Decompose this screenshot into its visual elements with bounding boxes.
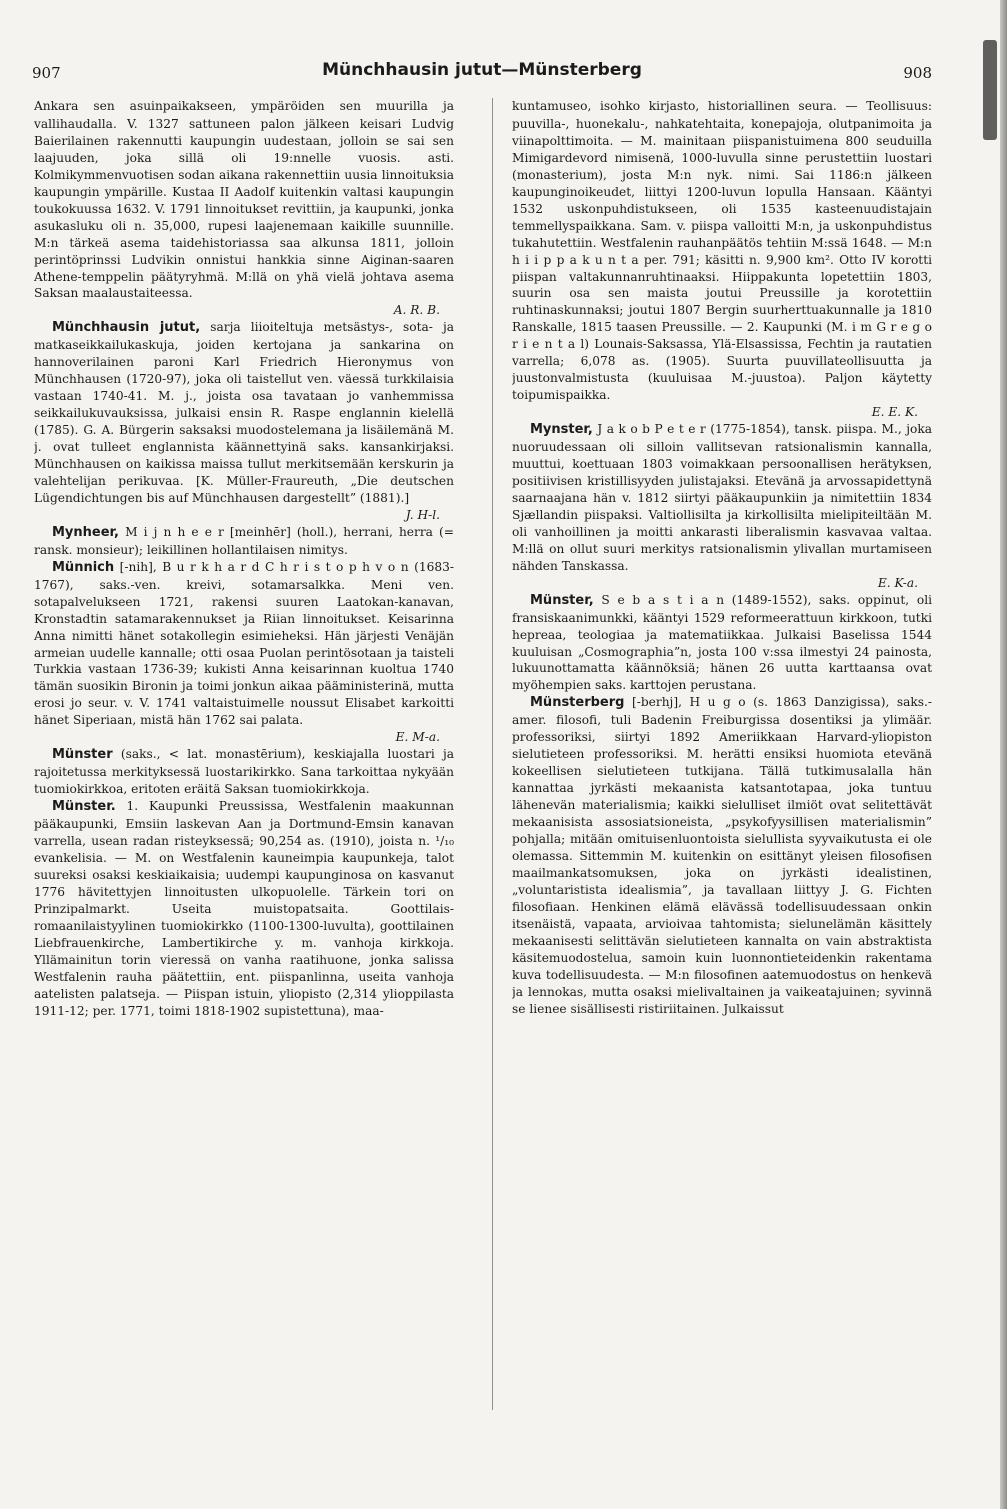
left-page-number: 907 xyxy=(32,64,61,82)
article-entry xyxy=(34,319,454,523)
entry-signature: E. E. K. xyxy=(871,405,918,420)
article-entry xyxy=(34,746,454,798)
article-entry xyxy=(512,694,932,1017)
entry-headword: Münsterberg xyxy=(530,695,625,711)
entry-signature: E. K-a. xyxy=(877,575,918,590)
column-divider xyxy=(492,98,493,1410)
scan-smudge xyxy=(983,40,997,140)
entry-signature: J. H-l. xyxy=(405,507,440,522)
article-entry xyxy=(34,798,454,1019)
article-entry xyxy=(34,98,454,319)
page-edge xyxy=(1000,0,1007,1509)
page-header xyxy=(32,60,932,90)
entry-text: Ankara sen asuinpaikakseen, ympäröiden sen muurilla ja vallihaudalla. V. 1327 sattuneen palon jälkeen keisari Ludvig Baierilainen rakennutti kaupungin uudestaan, jolloin se sai sen laajuuden, joka sillä oli 19:nnelle vuosis. asti. Kolmikymmenvuotisen sodan aikana rakennettiin uusia linnoituksia kaupungin ympärille. Kustaa II Aadolf kuitenkin valtasi kaupungin toukokuussa 1632. V. 1791 linnoitukset revittiin, ja kaupunki, jonka asukasluku oli n. 35,000, rupesi laajenemaan kaikille suunnille. M:n tärkeä asema taidehistoriassa saa alkunsa 1811, jolloin perintöprinssi Ludvikin onnistui hankkia sinne Aiginan-saaren Athene-temppelin päätyryhmä. M:llä on yhä vielä johtava asema Saksan maalaustaiteessa. xyxy=(34,99,454,301)
entry-text: M i j n h e e r [meinhēr] (holl.), herrani, herra (= ransk. monsieur); leikillinen hollantilaisen nimitys. xyxy=(34,524,454,557)
entry-text: S e b a s t i a n (1489-1552), saks. oppinut, oli fransiskaanimunkki, kääntyi 1529 reformeerattuun kirkkoon, tutki hepreaa, teologiaa ja matematiikkaa. Julkaisi Baselissa 1544 kuuluisan „Cosmographia”n, josta 100 v:ssa ilmestyi 24 painosta, lukuunottamatta käännöksiä; hänen 26 uutta karttaansa ovat myöhempien saks. karttojen perustana. xyxy=(512,592,932,693)
entry-text: (saks., < lat. monastērium), keskiajalla luostari ja rajoitetussa merkityksessä luostarikirkko. Sana tarkoittaa nykyään tuomiokirkkoa, eritoten eräitä Saksan tuomiokirkkoja. xyxy=(34,747,454,797)
running-title: Münchhausin jutut—Münsterberg xyxy=(322,60,642,80)
article-entry xyxy=(34,524,454,559)
article-entry xyxy=(512,421,932,592)
entry-text: sarja liioiteltuja metsästys-, sota- ja matkaseikkailukaskuja, joiden kertojana ja sankarina on hannoverilainen paroni Karl Friedrich Hieronymus von Münchhausen (1720-97), joka oli taistellut ven. väessä turkkilaisia vastaan 1740-41. M. j., joista osa tavataan jo vanhemmissa seikkailukuvauksissa, julkaisi ensin R. Raspe englannin kielellä (1785). G. A. Bürgerin saksaksi muodostelemana ja lisäilemänä M. j. ovat tulleet englannista käännettyinä saks. kansankirjaksi. Münchhausen on kaikissa maissa tullut merkitsemään kerskurin ja valehtelijan perikuvaa. [K. Müller-Fraureuth, „Die deutschen Lügendichtungen bis auf Münchhausen dargestellt” (1881).] xyxy=(34,320,454,505)
entry-text: [-berhj], H u g o (s. 1863 Danzigissa), saks.-amer. filosofi, tuli Badenin Freiburgissa dosentiksi ja ylimäär. professoriksi, siirtyi 1892 Ameriikkaan Harvard-yliopiston sielutieteen professoriksi. M. herätti ensiksi huomiota etevänä kokeellisen sielutieteen tutkijana. Tällä tutkimusalalla hän kannattaa jyrkästi mekaanista katsantotapaa, joka tuntuu lähenevän materialismia; kaikki sielulliset ilmiöt ovat selitettävät mekaanisista assosiatsioneista, „psykofyysillisen materialismin” pohjalla; mitään omituisenluontoista sielullista syyvaikutusta ei ole olemassa. Sittemmin M. kuitenkin on esittänyt yleisen filosofisen maailmankatsomuksen, joka on jyrkästi idealistinen, „voluntaristista idealismia”, ja tavallaan liittyy J. G. Fichten filosofiaan. Henkinen elämä elävässä todellisuudessaan onkin itsenäistä, vapaata, arvioivaa tahtomista; sielunelämän käsittely mekaanisesti selittävän sielutieteen kannalta on vain abstraktista käsitemuodostelua, samoin kuin luonnontieteidenkin rakentama kuva todellisuudesta. — M:n filosofinen aatemuodostus on henkevä ja lennokas, mutta osaksi mielivaltainen ja vaikeatajuinen; syvinnä se lienee sisällisesti ristiriitainen. Julkaissut xyxy=(512,695,932,1016)
entry-text: [-nih], B u r k h a r d C h r i s t o p h v o n (1683-1767), saks.-ven. kreivi, sotamarsalkka. Meni ven. sotapalvelukseen 1721, rakensi suuren Laatokan-kanavan, Kronstadtin satamarakennukset ja Riian linnoitukset. Keisarinna Anna nimitti hänet sotakollegin esimieheksi. Hän järjesti Venäjän armeian uudelle kannalle; otti osaa Puolan perintösotaan ja taisteli Turkkia vastaan 1736-39; kukisti Anna keisarinnan kuoltua 1740 tämän suosikin Bironin ja toimi jonkun aikaa pääministerinä, mutta erosi jo seur. v. V. 1741 valtaistuimelle noussut Elisabet karkoitti hänet Siperiaan, mistä hän 1762 sai palata. xyxy=(34,559,454,728)
entry-headword: Münchhausin jutut, xyxy=(52,320,201,336)
entry-headword: Münster xyxy=(52,747,113,763)
right-page-number: 908 xyxy=(903,64,932,82)
article-entry xyxy=(512,592,932,695)
entry-headword: Mynheer, xyxy=(52,524,119,540)
left-column xyxy=(34,98,454,1438)
entry-headword: Münster. xyxy=(52,799,116,815)
entry-text: 1. Kaupunki Preussissa, Westfalenin maakunnan pääkaupunki, Emsiin laskevan Aan ja Dortmund-Emsin kanavan varrella, usean radan risteyksessä; 90,254 as. (1910), joista n. ¹/₁₀ evankelisia. — M. on Westfalenin kauneimpia kaupunkeja, talot suureksi osaksi keskiaikaisia; uudempi kaupunginosa on kasvanut 1776 hävitettyjen linnoitusten ulkopuolelle. Tärkein tori on Prinzipalmarkt. Useita muistopatsaita. Goottilais-romaanilaistyylinen tuomiokirkko (1100-1300-luvulta), goottilainen Liebfrauenkirche, Lambertikirche y. m. vanhoja kirkkoja. Yllämainitun torin vieressä on vanha raatihuone, jonka salissa Westfalenin rauha päätettiin, ent. piispanlinna, useita vanhoja aatelisten palatseja. — Piispan istuin, yliopisto (2,314 ylioppilasta 1911-12; per. 1771, toimi 1818-1902 supistettuna), maa- xyxy=(34,799,454,1018)
article-entry xyxy=(34,559,454,746)
entry-text: J a k o b P e t e r (1775-1854), tansk. piispa. M., joka nuoruudessaan oli silloin vallitsevan ratsionalismin kannalla, muuttui, koettuaan 1803 voimakkaan persoonallisen herätyksen, positiivisen kristillisyyden julistajaksi. Etevänä ja arvossapidettynä saarnaajana hän v. 1812 siirtyi pääkaupunkiin ja nimitettiin 1834 Sjællandin piispaksi. Valtiollisilta ja kirkollisilta mielipiteiltään M. oli vanhoillinen ja moitti ankarasti liberalismin kasvavaa valtaa. M:llä on ollut suuri merkitys ratsionalismin ylivallan murtamiseen nähden Tanskassa. xyxy=(512,422,932,573)
entry-signature: A. R. B. xyxy=(393,303,440,318)
article-entry xyxy=(512,98,932,421)
entry-text: kuntamuseo, isohko kirjasto, historiallinen seura. — Teollisuus: puuvilla-, huonekalu-, nahkatehtaita, konepajoja, olutpanimoita ja viinapolttimoita. — M. mainitaan piispanistuimena 800 seuduilla Mimigardevord nimisenä, 1000-luvulla sinne perustettiin luostari (monasterium), josta M:n nyk. nimi. Sai 1186:n jälkeen kaupunginoikeudet, liittyi 1200-luvun lopulla Hansaan. Kääntyi 1532 uskonpuhdistukseen, oli 1535 kasteenuudistajain temmellyspaikkana. Sam. v. piispa valloitti M:n, ja uskonpuhdistus tukahutettiin. Westfalenin rauhanpäätös tehtiin M:ssä 1648. — M:n h i i p p a k u n t a per. 791; käsitti n. 9,900 km². Otto IV korotti piispan valtakunnanruhtinaaksi. Hiippakunta lopetettiin 1803, suurin osa sen maista joutui Preussille ja korotettiin ruhtinaskunnaksi; joutui 1807 Bergin suurherttuakunnalle ja 1810 Ranskalle, 1815 taasen Preussille. — 2. Kaupunki (M. i m G r e g o r i e n t a l) Lounais-Saksassa, Ylä-Elsassissa, Fechtin ja rautatien varrella; 6,078 as. (1905). Suurta puuvillateollisuutta ja juustonvalmistusta (kuuluisaa M.-juustoa). Paljon käytetty toipumispaikka. xyxy=(512,99,932,403)
entry-headword: Münster, xyxy=(530,592,594,608)
right-column xyxy=(512,98,932,1438)
entry-headword: Münnich xyxy=(52,559,115,575)
entry-headword: Mynster, xyxy=(530,422,593,438)
entry-signature: E. M-a. xyxy=(395,730,440,745)
